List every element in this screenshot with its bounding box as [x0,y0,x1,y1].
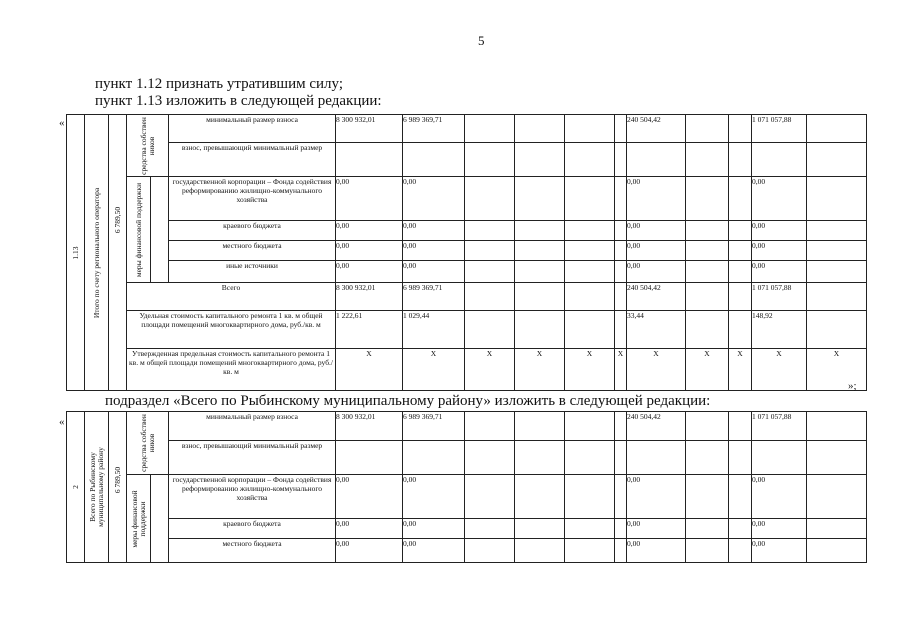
cell [465,143,515,177]
blank-cell [151,177,169,283]
cell [465,441,515,475]
cell [729,311,752,349]
cell: 8 300 932,01 [336,115,403,143]
owners-funds-label: средства собствен ников [127,115,169,177]
cell: 240 504,42 [627,115,686,143]
cell [729,115,752,143]
cell [615,412,627,441]
table-row [67,115,867,143]
cell: 0,00 [336,475,403,519]
row-label: краевого бюджета [169,519,336,539]
row-label: местного бюджета [169,539,336,563]
cell [465,519,515,539]
cell [686,241,729,261]
table-row [67,475,867,519]
cell: 0,00 [627,475,686,519]
support-label: меры финансовой поддержки [127,177,151,283]
cell [686,143,729,177]
cell [565,311,615,349]
cell: 0,00 [336,221,403,241]
cell [627,441,686,475]
cell [686,221,729,241]
cell: 0,00 [752,221,807,241]
cell [627,143,686,177]
cell: 0,00 [336,261,403,283]
cell [807,241,867,261]
cell [465,115,515,143]
row-label: государственной корпорации – Фонда содействия реформированию жилищно-коммунального хозяйства [169,475,336,519]
cell: 6 989 369,71 [403,283,465,311]
table-row [67,261,867,283]
cell [615,221,627,241]
cell [615,539,627,563]
cell [729,261,752,283]
cell: 240 504,42 [627,412,686,441]
cell [465,261,515,283]
cell: 8 300 932,01 [336,412,403,441]
table-row [67,441,867,475]
cell [807,311,867,349]
cell: 0,00 [627,241,686,261]
cell: Х [403,349,465,391]
cell: 0,00 [336,539,403,563]
group-label: Итого по счету регионального оператора [85,115,109,391]
cell [752,143,807,177]
cell: 0,00 [752,539,807,563]
cell [336,143,403,177]
cell [615,143,627,177]
cell [565,143,615,177]
cell [565,283,615,311]
cell [686,412,729,441]
table-row [67,539,867,563]
cell [686,441,729,475]
cell [336,441,403,475]
cell [565,241,615,261]
cell [729,241,752,261]
cell [807,539,867,563]
cell [615,519,627,539]
row-label: иные источники [169,261,336,283]
blank-cell [151,475,169,563]
cell: 0,00 [752,241,807,261]
cell: Х [807,349,867,391]
cell: 0,00 [403,539,465,563]
row-number: 2 [67,412,85,563]
cell: Х [752,349,807,391]
table-row [67,519,867,539]
cell [807,412,867,441]
cell: Х [515,349,565,391]
cell [515,311,565,349]
cell [729,143,752,177]
cell [807,261,867,283]
cell [686,519,729,539]
row-label: минимальный размер взноса [169,412,336,441]
cell [465,241,515,261]
row-label: взнос, превышающий минимальный размер [169,143,336,177]
row-label: местного бюджета [169,241,336,261]
cell [465,177,515,221]
page-number: 5 [478,33,485,48]
cell [465,311,515,349]
cell [515,177,565,221]
cell: 0,00 [403,241,465,261]
cell: 8 300 932,01 [336,283,403,311]
cell [729,283,752,311]
cell [565,441,615,475]
cell: 0,00 [752,261,807,283]
cell [515,412,565,441]
cell [807,221,867,241]
cell [515,261,565,283]
table-1 [66,114,867,391]
cell [515,283,565,311]
cell: 0,00 [627,261,686,283]
cell [515,441,565,475]
cell [465,221,515,241]
table-row [67,221,867,241]
table-row [67,311,867,349]
cell [515,241,565,261]
table-row [67,177,867,221]
cell: Х [729,349,752,391]
table-row [67,241,867,261]
cell [515,143,565,177]
cell [615,115,627,143]
table-row [67,283,867,311]
row-label: краевого бюджета [169,221,336,241]
cell [686,539,729,563]
cell: 1 029,44 [403,311,465,349]
cell: 0,00 [403,261,465,283]
cell: 0,00 [627,177,686,221]
cell: Х [465,349,515,391]
cell [565,519,615,539]
cell: Х [336,349,403,391]
row-label: Всего [127,283,336,311]
intro-line-2: пункт 1.13 изложить в следующей редакции: [95,93,382,109]
cell: 1 071 057,88 [752,115,807,143]
cell [565,475,615,519]
cell: 0,00 [403,519,465,539]
cell [465,412,515,441]
cell: 0,00 [336,519,403,539]
intro-line-1: пункт 1.12 признать утратившим силу; [95,76,344,92]
cell [752,441,807,475]
cell: 0,00 [403,221,465,241]
cell: Х [615,349,627,391]
cell: 0,00 [336,177,403,221]
cell [615,177,627,221]
area-value: 6 789,50 [109,115,127,391]
cell [515,475,565,519]
cell [615,441,627,475]
cell [615,241,627,261]
cell [729,221,752,241]
cell: 240 504,42 [627,283,686,311]
open-quote-2: « [59,416,65,428]
cell [807,143,867,177]
cell [565,221,615,241]
cell: 0,00 [403,475,465,519]
cell: 1 071 057,88 [752,412,807,441]
cell [465,283,515,311]
cell [729,412,752,441]
cell [686,115,729,143]
open-quote-1: « [59,117,65,129]
cell: 6 989 369,71 [403,115,465,143]
cell [615,283,627,311]
cell [807,475,867,519]
cell [565,412,615,441]
cell [729,441,752,475]
cell: 1 222,61 [336,311,403,349]
cell: Х [686,349,729,391]
close-quote: »; [848,380,857,392]
group-label: Всего по Рыбинскому муниципальному району [85,412,109,563]
cell [403,143,465,177]
cell [615,311,627,349]
cell: 33,44 [627,311,686,349]
support-label: меры финансовой поддержки [127,475,151,563]
cell [729,475,752,519]
cell [686,475,729,519]
row-label: Удельная стоимость капитального ремонта 1 кв. м общей площади помещений многоквартирного дома, руб./кв. м [127,311,336,349]
cell: 0,00 [752,177,807,221]
cell: 1 071 057,88 [752,283,807,311]
cell [729,177,752,221]
cell [565,539,615,563]
cell [515,221,565,241]
cell [615,475,627,519]
cell: 6 989 369,71 [403,412,465,441]
cell [686,261,729,283]
cell [515,519,565,539]
table-row [67,143,867,177]
cell [615,261,627,283]
row-label: взнос, превышающий минимальный размер [169,441,336,475]
owners-funds-label: средства собствен ников [127,412,169,475]
subsection-line: подраздел «Всего по Рыбинскому муниципальному району» изложить в следующей редакции: [105,393,711,409]
cell [686,311,729,349]
row-label: Утвержденная предельная стоимость капитального ремонта 1 кв. м общей площади помещений многоквартирного дома, руб./кв. м [127,349,336,391]
cell [729,519,752,539]
cell: 0,00 [752,475,807,519]
cell [686,283,729,311]
cell [515,115,565,143]
cell: Х [565,349,615,391]
table-row [67,412,867,441]
cell [807,177,867,221]
cell: 0,00 [627,519,686,539]
area-value: 6 789,50 [109,412,127,563]
cell [465,475,515,519]
cell: 0,00 [403,177,465,221]
table-row [67,349,867,391]
cell [807,283,867,311]
cell [807,441,867,475]
cell [686,177,729,221]
table-2 [66,411,867,563]
row-label: минимальный размер взноса [169,115,336,143]
row-label: государственной корпорации – Фонда содействия реформированию жилищно-коммунального хозяйства [169,177,336,221]
cell [565,261,615,283]
cell [807,519,867,539]
cell: 148,92 [752,311,807,349]
cell [515,539,565,563]
cell: Х [627,349,686,391]
cell [565,115,615,143]
cell: 0,00 [752,519,807,539]
cell [403,441,465,475]
cell: 0,00 [627,221,686,241]
row-number: 1.13 [67,115,85,391]
cell [729,539,752,563]
cell: 0,00 [627,539,686,563]
cell [465,539,515,563]
cell: 0,00 [336,241,403,261]
cell [565,177,615,221]
cell [807,115,867,143]
